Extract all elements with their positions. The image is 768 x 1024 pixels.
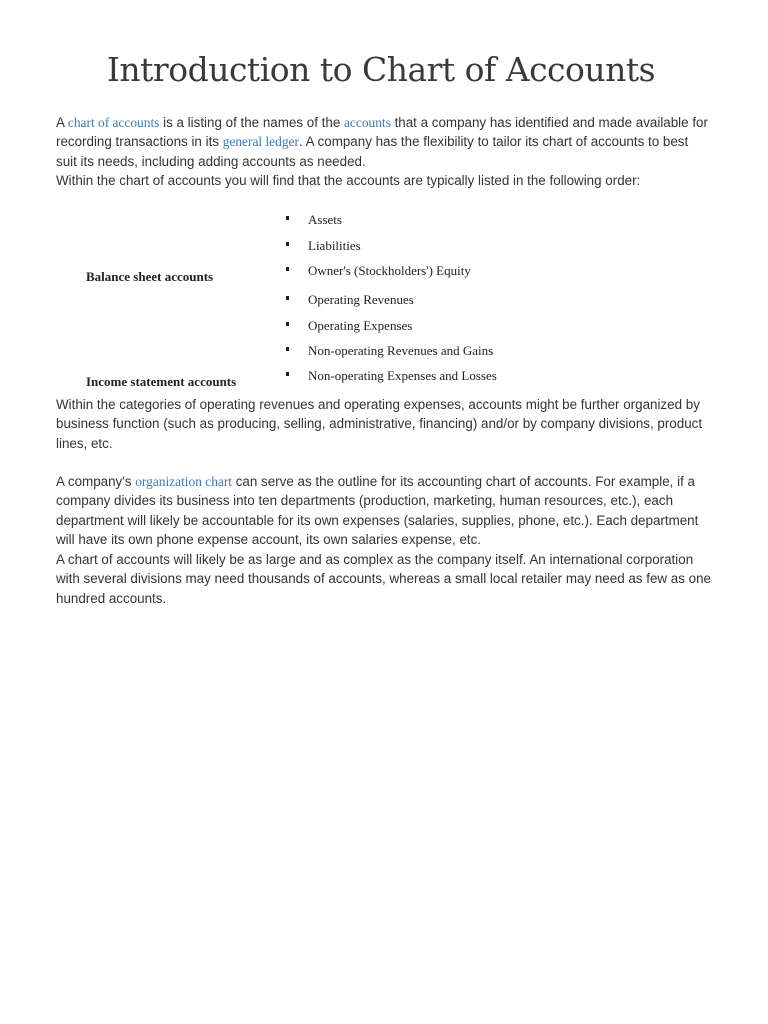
bullet-icon xyxy=(286,216,289,220)
list-item-equity: Owner's (Stockholders') Equity xyxy=(286,263,471,279)
intro-text-2: is a listing of the names of the xyxy=(159,115,344,130)
list-item-operating-revenues: Operating Revenues xyxy=(286,292,414,308)
page-title: Introduction to Chart of Accounts xyxy=(106,50,656,89)
bullet-icon xyxy=(286,372,289,376)
list-item-operating-expenses: Operating Expenses xyxy=(286,318,412,334)
bullet-icon xyxy=(286,322,289,326)
chart-of-accounts-link[interactable]: chart of accounts xyxy=(67,115,160,130)
intro-text-1: A xyxy=(56,115,68,130)
intro-paragraph xyxy=(56,113,712,171)
bullet-icon xyxy=(286,267,289,271)
balance-sheet-label: Balance sheet accounts xyxy=(86,269,214,284)
bullet-icon xyxy=(286,296,289,300)
bullet-icon xyxy=(286,347,289,351)
accounts-link[interactable]: accounts xyxy=(343,115,391,130)
intro-text-4: . A company has the flexibility to tailor its chart of accounts to best suit its needs, including adding accounts as needed. xyxy=(56,134,689,169)
income-statement-label: Income statement accounts xyxy=(86,374,237,389)
bullet-icon xyxy=(286,242,289,246)
list-item-nonoperating-revenues: Non-operating Revenues and Gains xyxy=(286,343,493,359)
general-ledger-link[interactable]: general ledger xyxy=(222,134,299,150)
size-paragraph: A chart of accounts will likely be as large and as complex as the company itself. An international corporation with several divisions may need thousands of accounts, whereas a small local retailer may need as few as one hundred accounts. xyxy=(56,552,711,606)
organization-paragraph xyxy=(56,472,712,549)
list-item-liabilities: Liabilities xyxy=(286,238,361,254)
intro-text-3: that a company has identified and made available for recording transactions in its xyxy=(56,115,708,150)
categories-paragraph: Within the categories of operating revenues and operating expenses, accounts might be further organized by business function (such as producing, selling, administrative, financing) and/or by company divisions, product lines, etc. xyxy=(56,397,703,451)
order-intro-paragraph: Within the chart of accounts you will find that the accounts are typically listed in the following order: xyxy=(56,173,641,188)
org-text-2: can serve as the outline for its accounting chart of accounts. For example, if a company divides its business into ten departments (production, marketing, human resources, etc.), each department will likely be accountable for its own expenses (salaries, supplies, phone, etc.). Each department will have its own phone expense account, its own salaries expense, etc. xyxy=(56,474,699,547)
organization-chart-link[interactable]: organization chart xyxy=(135,474,233,489)
list-item-assets: Assets xyxy=(286,212,342,228)
list-item-nonoperating-expenses: Non-operating Expenses and Losses xyxy=(286,368,497,384)
org-text-1: A company's xyxy=(56,474,136,489)
